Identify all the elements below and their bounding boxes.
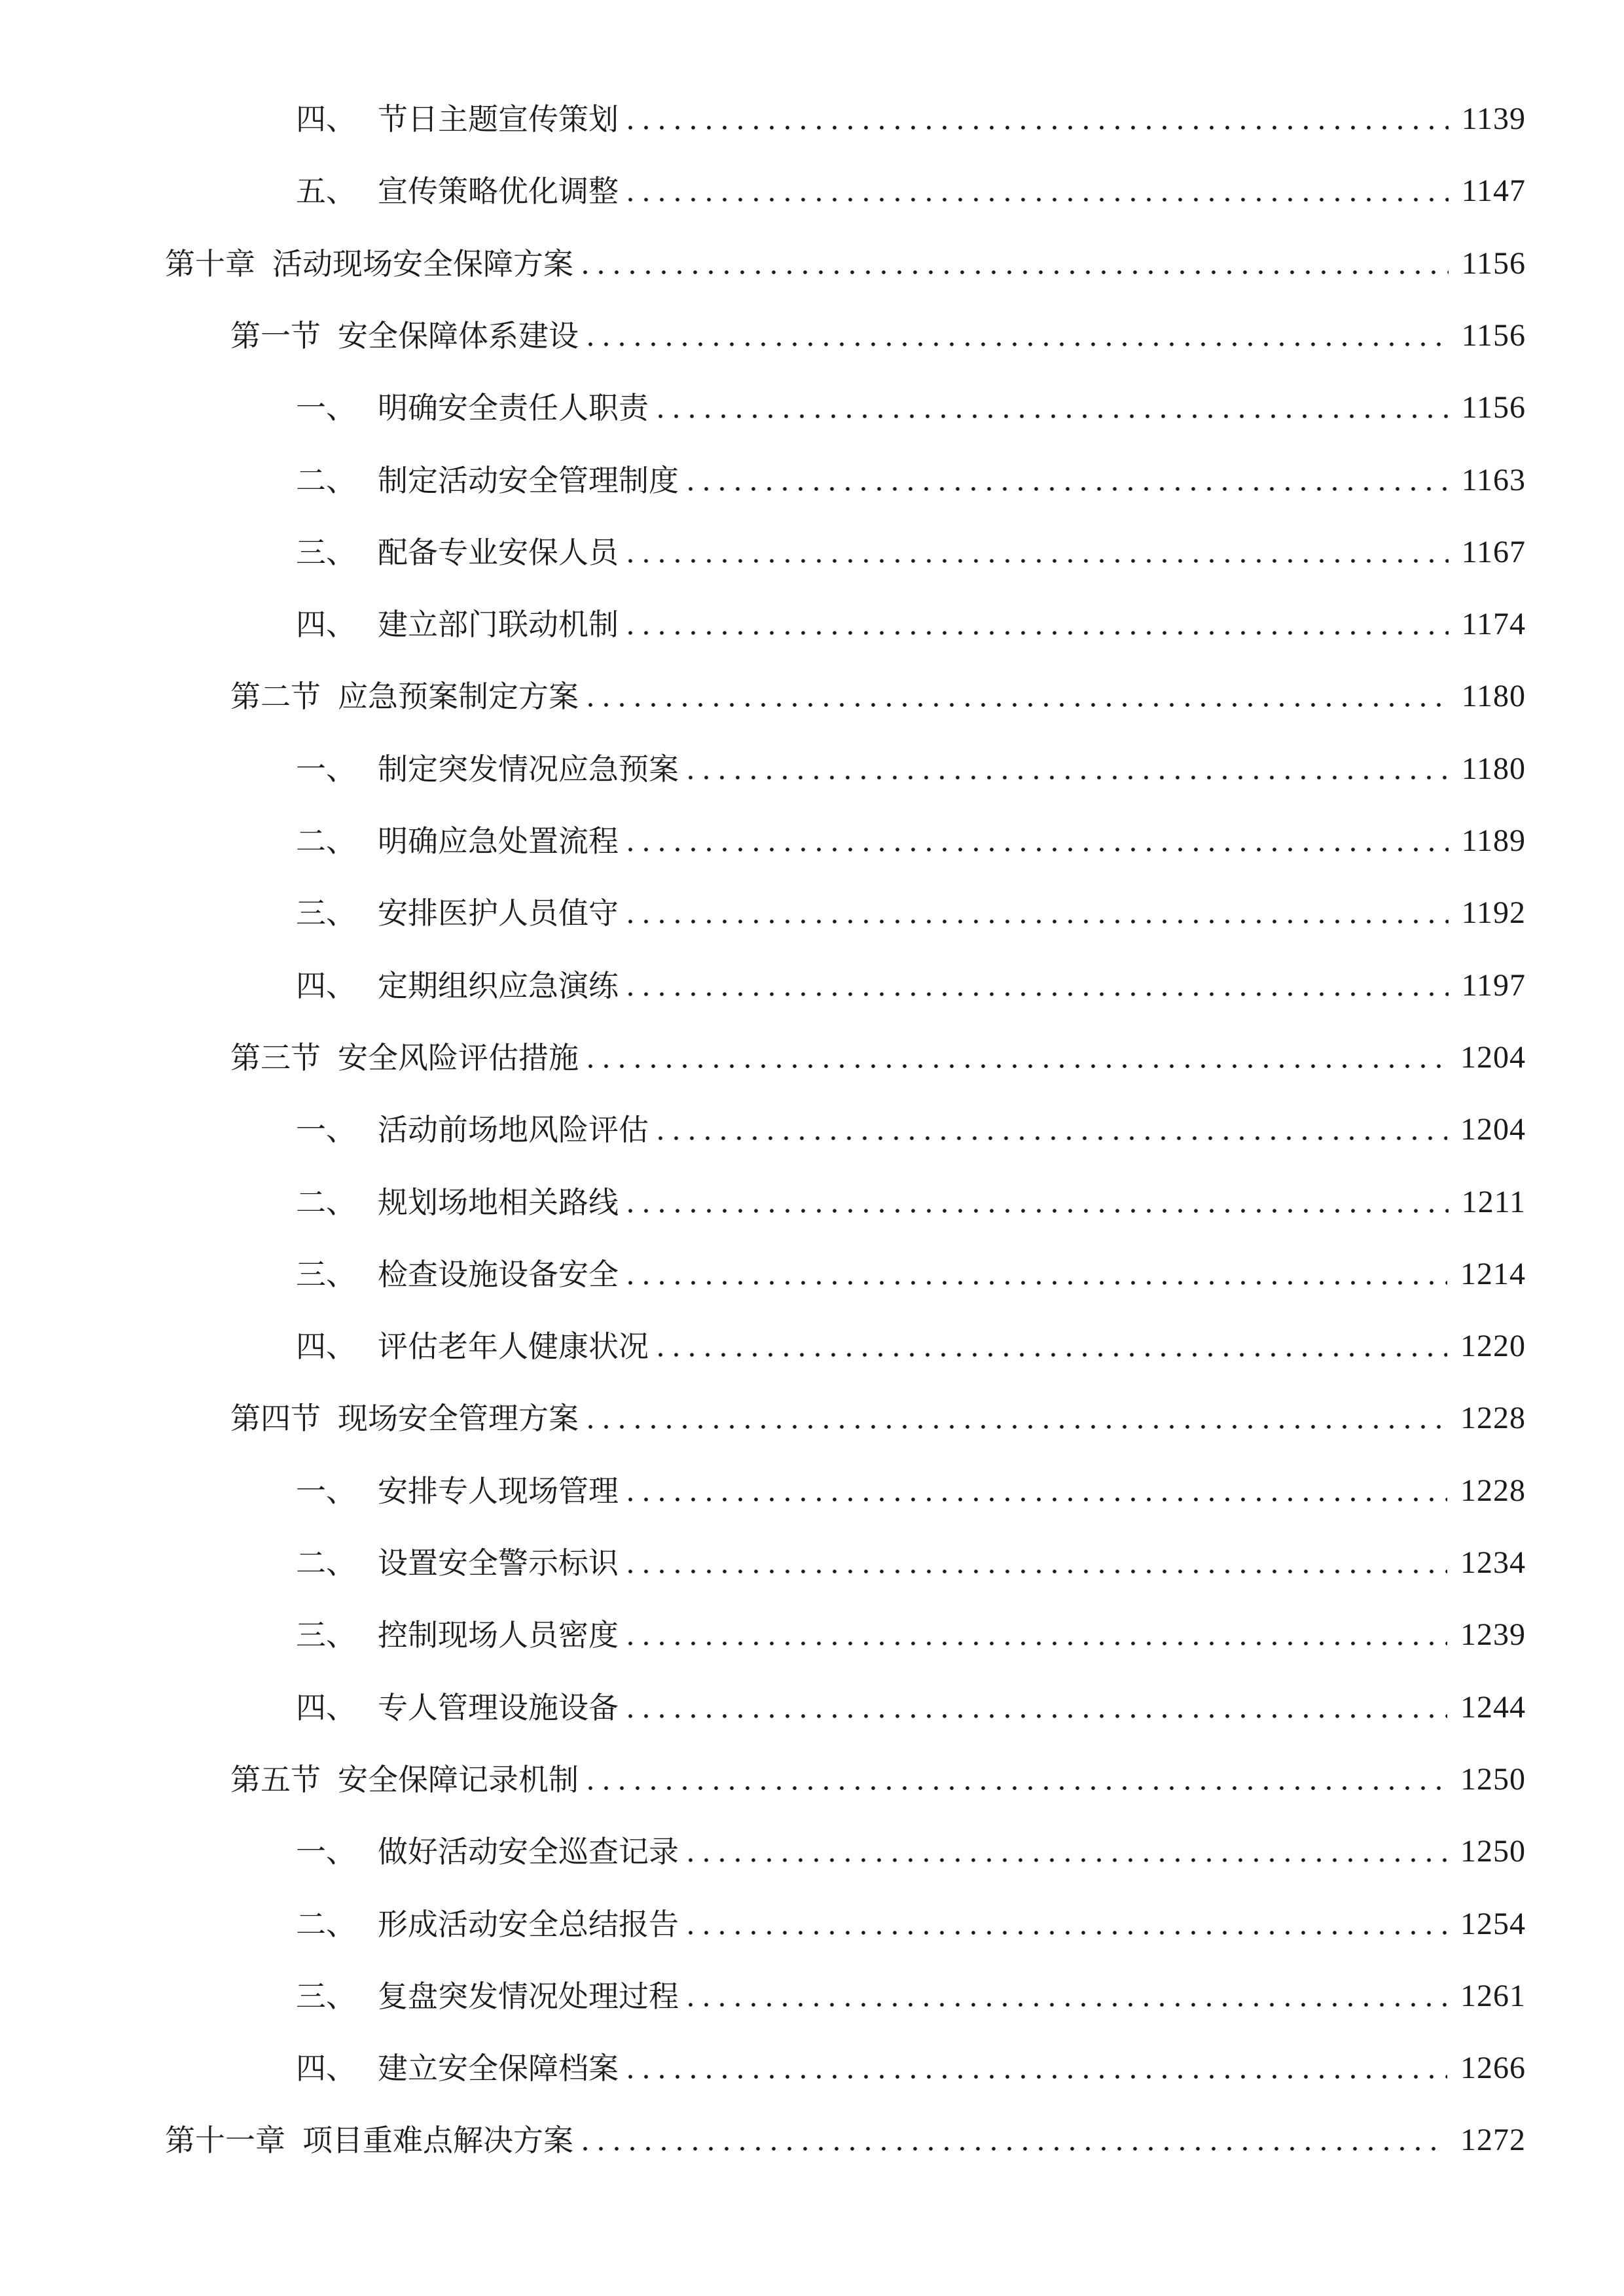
toc-entry-item[interactable] xyxy=(296,1970,1526,2022)
toc-entry-title: 安排专人现场管理 xyxy=(378,1473,619,1509)
toc-entry-title: 项目重难点解决方案 xyxy=(302,2123,573,2158)
toc-entry-page-number: 1250 xyxy=(1460,1762,1526,1797)
toc-entry-number: 四、 xyxy=(296,607,356,642)
toc-entry-title: 制定突发情况应急预案 xyxy=(378,751,679,787)
toc-entry-number: 三、 xyxy=(296,1979,356,2014)
toc-entry-item[interactable] xyxy=(296,960,1526,1012)
toc-entry-title: 明确应急处置流程 xyxy=(378,823,619,859)
toc-entry-item[interactable] xyxy=(296,165,1526,217)
toc-entry-item[interactable] xyxy=(296,1103,1526,1156)
toc-entry-number: 三、 xyxy=(296,895,356,931)
toc-entry-number: 一、 xyxy=(296,1112,356,1147)
toc-entry-number: 三、 xyxy=(296,535,356,570)
toc-entry-number: 四、 xyxy=(296,101,356,137)
toc-entry-chapter[interactable] xyxy=(165,238,1526,290)
toc-entry-title: 应急预案制定方案 xyxy=(338,679,579,714)
toc-entry-item[interactable] xyxy=(296,598,1526,651)
toc-entry-title: 评估老年人健康状况 xyxy=(378,1329,649,1364)
dot-leader xyxy=(683,1837,1447,1867)
toc-entry-number: 三、 xyxy=(296,1257,356,1292)
dot-leader xyxy=(623,1187,1449,1217)
toc-entry-section[interactable] xyxy=(230,310,1526,362)
toc-entry-number: 三、 xyxy=(296,1617,356,1653)
toc-entry-page-number: 1228 xyxy=(1460,1473,1526,1508)
dot-leader xyxy=(623,609,1449,639)
dot-leader xyxy=(583,321,1449,351)
toc-entry-page-number: 1156 xyxy=(1461,318,1526,353)
toc-entry-page-number: 1163 xyxy=(1461,463,1526,497)
toc-entry-number: 二、 xyxy=(296,1545,356,1581)
toc-entry-title: 定期组织应急演练 xyxy=(378,968,619,1003)
dot-leader xyxy=(623,2053,1447,2083)
dot-leader xyxy=(683,754,1449,784)
toc-entry-section[interactable] xyxy=(230,670,1526,723)
toc-entry-section[interactable] xyxy=(230,1753,1526,1806)
toc-entry-title: 安排医护人员值守 xyxy=(378,895,619,931)
toc-entry-number: 二、 xyxy=(296,1907,356,1942)
toc-entry-title: 制定活动安全管理制度 xyxy=(378,463,679,498)
toc-entry-page-number: 1254 xyxy=(1460,1907,1526,1941)
toc-entry-number: 四、 xyxy=(296,2051,356,2086)
toc-entry-title: 活动现场安全保障方案 xyxy=(272,246,573,281)
toc-entry-page-number: 1180 xyxy=(1461,751,1526,786)
toc-entry-title: 建立安全保障档案 xyxy=(378,2051,619,2086)
toc-entry-item[interactable] xyxy=(296,1465,1526,1517)
dot-leader xyxy=(583,681,1449,711)
dot-leader xyxy=(583,1043,1447,1073)
dot-leader xyxy=(653,1115,1447,1145)
dot-leader xyxy=(653,393,1449,423)
toc-entry-number: 五、 xyxy=(296,173,356,209)
toc-entry-item[interactable] xyxy=(296,93,1526,145)
toc-entry-page-number: 1228 xyxy=(1460,1401,1526,1435)
dot-leader xyxy=(577,2125,1447,2155)
toc-entry-page-number: 1266 xyxy=(1460,2051,1526,2085)
toc-entry-title: 安全保障记录机制 xyxy=(338,1762,579,1797)
dot-leader xyxy=(577,249,1449,279)
dot-leader xyxy=(623,971,1449,1001)
toc-entry-item[interactable] xyxy=(296,1176,1526,1229)
toc-entry-page-number: 1156 xyxy=(1461,390,1526,425)
toc-entry-title: 明确安全责任人职责 xyxy=(378,390,649,425)
toc-entry-page-number: 1211 xyxy=(1461,1185,1526,1219)
toc-entry-page-number: 1139 xyxy=(1461,101,1526,136)
toc-entry-title: 配备专业安保人员 xyxy=(378,535,619,570)
toc-entry-number: 二、 xyxy=(296,1185,356,1220)
toc-entry-number: 四、 xyxy=(296,1329,356,1364)
toc-entry-title: 专人管理设施设备 xyxy=(378,1690,619,1725)
toc-entry-item[interactable] xyxy=(296,454,1526,507)
toc-entry-title: 安全保障体系建设 xyxy=(338,318,579,353)
toc-entry-title: 活动前场地风险评估 xyxy=(378,1112,649,1147)
toc-entry-title: 宣传策略优化调整 xyxy=(378,173,619,209)
toc-entry-title: 安全风险评估措施 xyxy=(338,1040,579,1075)
toc-entry-item[interactable] xyxy=(296,1320,1526,1372)
toc-entry-title: 节日主题宣传策划 xyxy=(378,101,619,137)
toc-entry-item[interactable] xyxy=(296,887,1526,939)
toc-entry-number: 第十章 xyxy=(165,246,255,281)
dot-leader xyxy=(623,1476,1447,1506)
toc-entry-item[interactable] xyxy=(296,2042,1526,2094)
toc-entry-number: 第十一章 xyxy=(165,2123,285,2158)
toc-entry-page-number: 1197 xyxy=(1461,968,1526,1003)
toc-entry-page-number: 1272 xyxy=(1460,2123,1526,2157)
toc-entry-number: 第五节 xyxy=(230,1762,321,1797)
dot-leader xyxy=(623,898,1449,928)
toc-entry-number: 四、 xyxy=(296,1690,356,1725)
toc-entry-item[interactable] xyxy=(296,1898,1526,1950)
toc-entry-section[interactable] xyxy=(230,1031,1526,1084)
toc-entry-title: 复盘突发情况处理过程 xyxy=(378,1979,679,2014)
toc-entry-page-number: 1174 xyxy=(1461,607,1526,641)
dot-leader xyxy=(683,1909,1447,1939)
toc-entry-title: 设置安全警示标识 xyxy=(378,1545,619,1581)
toc-entry-page-number: 1189 xyxy=(1461,823,1526,858)
toc-entry-page-number: 1167 xyxy=(1461,535,1526,569)
toc-entry-page-number: 1234 xyxy=(1460,1545,1526,1580)
toc-entry-number: 一、 xyxy=(296,1473,356,1509)
dot-leader xyxy=(623,1620,1447,1650)
toc-entry-item[interactable] xyxy=(296,743,1526,795)
toc-entry-item[interactable] xyxy=(296,1681,1526,1734)
toc-entry-page-number: 1239 xyxy=(1460,1617,1526,1652)
toc-entry-title: 建立部门联动机制 xyxy=(378,607,619,642)
toc-entry-page-number: 1204 xyxy=(1460,1040,1526,1075)
dot-leader xyxy=(623,826,1449,856)
dot-leader xyxy=(623,1693,1447,1723)
toc-entry-page-number: 1220 xyxy=(1460,1329,1526,1363)
toc-entry-number: 第一节 xyxy=(230,318,321,353)
toc-entry-item[interactable] xyxy=(296,1537,1526,1589)
toc-entry-item[interactable] xyxy=(296,1825,1526,1878)
toc-entry-number: 二、 xyxy=(296,463,356,498)
toc-entry-number: 第三节 xyxy=(230,1040,321,1075)
dot-leader xyxy=(623,1548,1447,1578)
toc-entry-title: 检查设施设备安全 xyxy=(378,1257,619,1292)
toc-entry-number: 第四节 xyxy=(230,1401,321,1436)
toc-entry-number: 四、 xyxy=(296,968,356,1003)
toc-entry-title: 形成活动安全总结报告 xyxy=(378,1907,679,1942)
toc-entry-page-number: 1147 xyxy=(1461,173,1526,208)
toc-entry-number: 一、 xyxy=(296,751,356,787)
toc-entry-title: 控制现场人员密度 xyxy=(378,1617,619,1653)
toc-entry-page-number: 1244 xyxy=(1460,1690,1526,1725)
toc-entry-item[interactable] xyxy=(296,526,1526,579)
toc-entry-page-number: 1156 xyxy=(1461,246,1526,281)
toc-entry-number: 一、 xyxy=(296,390,356,425)
toc-entry-title: 规划场地相关路线 xyxy=(378,1185,619,1220)
dot-leader xyxy=(623,104,1449,134)
dot-leader xyxy=(653,1331,1447,1361)
toc-entry-item[interactable] xyxy=(296,1248,1526,1300)
toc-entry-section[interactable] xyxy=(230,1392,1526,1444)
toc-entry-page-number: 1192 xyxy=(1461,895,1526,930)
toc-entry-page-number: 1250 xyxy=(1460,1834,1526,1869)
dot-leader xyxy=(623,1259,1447,1289)
toc-entry-item[interactable] xyxy=(296,1609,1526,1661)
toc-entry-title: 现场安全管理方案 xyxy=(338,1401,579,1436)
toc-entry-number: 第二节 xyxy=(230,679,321,714)
toc-entry-chapter[interactable] xyxy=(165,2114,1526,2166)
dot-leader xyxy=(583,1403,1447,1433)
toc-entry-title: 做好活动安全巡查记录 xyxy=(378,1834,679,1869)
toc-entry-item[interactable] xyxy=(296,382,1526,434)
dot-leader xyxy=(583,1765,1447,1795)
toc-entry-page-number: 1204 xyxy=(1460,1112,1526,1147)
toc-entry-number: 一、 xyxy=(296,1834,356,1869)
toc-entry-page-number: 1214 xyxy=(1460,1257,1526,1291)
toc-entry-page-number: 1261 xyxy=(1460,1979,1526,2013)
toc-entry-number: 二、 xyxy=(296,823,356,859)
toc-entry-page-number: 1180 xyxy=(1461,679,1526,713)
dot-leader xyxy=(683,465,1449,495)
dot-leader xyxy=(683,1981,1447,2011)
dot-leader xyxy=(623,176,1449,206)
dot-leader xyxy=(623,537,1449,567)
toc-entry-item[interactable] xyxy=(296,815,1526,867)
